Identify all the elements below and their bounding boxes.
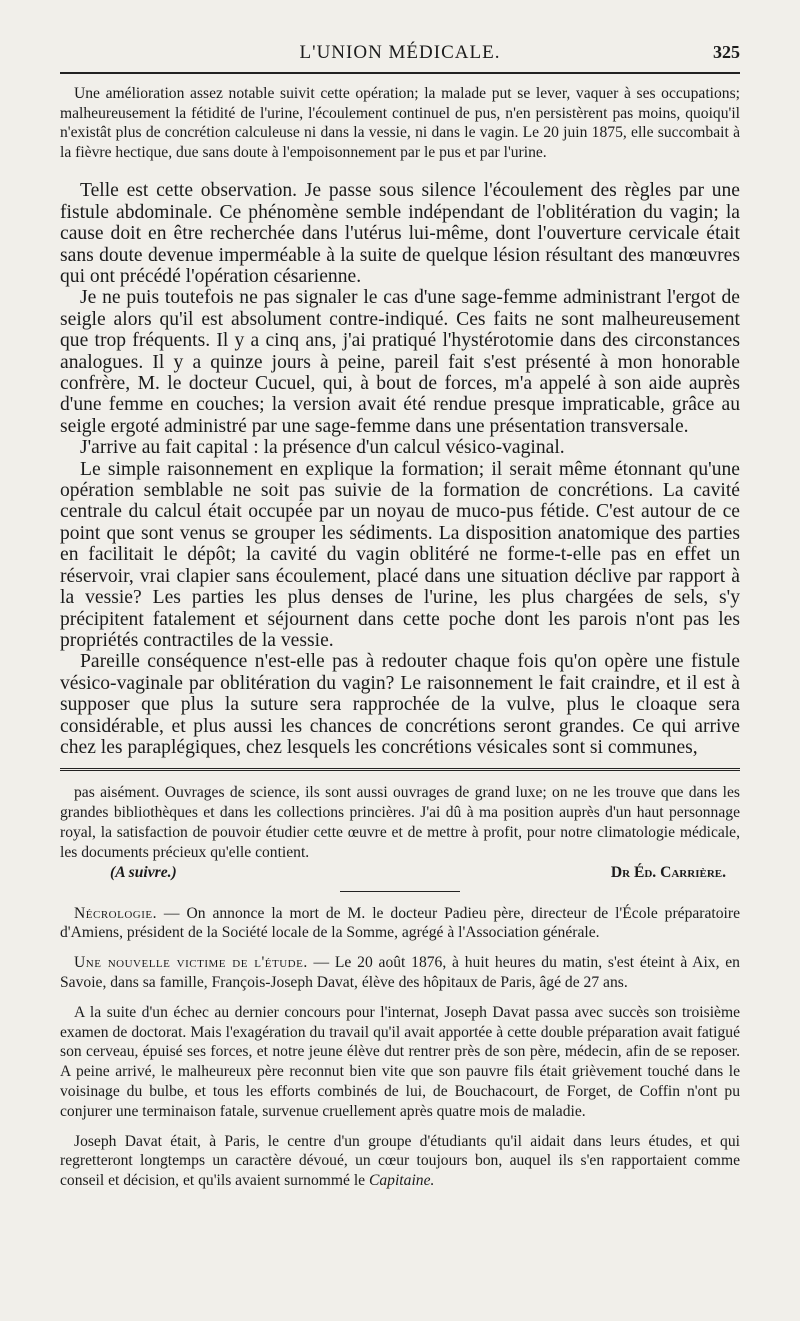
continued-label: (A suivre.)	[110, 863, 177, 881]
section-rule	[340, 891, 460, 892]
victime-label: Une nouvelle victime de l'étude.	[74, 954, 308, 972]
body-paragraph: Le simple raisonnement en explique la formation; il serait même étonnant qu'une opération semblable ne soit pas suivie de la formation de concrétions. La cavité centrale du calcul était occupée par un noyau de muco-pus fétide. C'est autour de ce point que sont venus se grouper les sédiments. La disposition anatomique des parties en facilitait le dépôt; la cavité du vagin oblitéré ne forme-t-elle pas en effet un réservoir, vrai clapier sans écoulement, placé dans une situation déclive par rapport à la vessie? Les parties les plus denses de l'urine, les plus chargées de sels, s'y précipitent fatalement et séjournent dans cette poche dont les parois n'ont pas les propriétés contractiles de la vessie.	[60, 458, 740, 651]
victime-text: — Le 20 août 1876, à huit heures du matin, s'est éteint à Aix, en Savoie, dans sa famille, François-Joseph Davat, élève des hôpitaux de Paris, âgé de 27 ans.	[60, 954, 740, 991]
victime-paragraph: A la suite d'un échec au dernier concours pour l'internat, Joseph Davat passa avec succès son troisième examen de doctorat. Mais l'exagération du travail qu'il avait apportée à cette double préparation avait fatigué son cerveau, épuisé ses forces, et notre jeune élève dut rentrer près de son père, médecin, afin de se reposer. A peine arrivé, le malheureux père reconnut bien vite que son pauvre fils était grièvement touché dans le voisinage du bulbe, et tous les efforts combinés de lui, de Bouchacourt, de Forget, de Coffin n'ont pu conjurer une terminaison fatale, survenue cruellement après quatre mois de maladie.	[60, 1003, 740, 1120]
body-paragraph: Je ne puis toutefois ne pas signaler le cas d'une sage-femme administrant l'ergot de seigle alors qu'il est absolument contre-indiqué. Ces faits ne sont malheureusement que trop fréquents. Il y a cinq ans, j'ai pratiqué l'hystérotomie dans des circonstances analogues. Il y a quinze jours à peine, pareil fait s'est présenté à mon honorable confrère, M. le docteur Cucuel, qui, à bout de forces, m'a appelé à son aide auprès d'une femme en couches; la version avait été rendue presque impraticable, grâce au seigle ergoté administré par une sage-femme dans une présentation transversale.	[60, 287, 740, 437]
feuilleton-signature	[60, 863, 740, 883]
necrologie-label: Nécrologie.	[74, 904, 157, 922]
body-paragraph: Pareille conséquence n'est-elle pas à redouter chaque fois qu'on opère une fistule vésico-vaginale par oblitération du vagin? Le raisonnement le fait craindre, et il est à supposer que plus la suture sera rapprochée de la vulve, plus le cloaque sera considérable, et plus aussi les chances de concrétions seront grandes. Ce qui arrive chez les paraplégiques, chez lesquels les concrétions vésicales sont si communes,	[60, 651, 740, 758]
capitaine-word: Capitaine.	[368, 1172, 435, 1190]
necrologie-text: — On annonce la mort de M. le docteur Padieu père, directeur de l'École préparatoire d'Amiens, président de la Société locale de la Somme, agrégé à l'Association générale.	[60, 904, 740, 942]
page-number: 325	[713, 42, 740, 62]
top-paragraph: Une amélioration assez notable suivit cette opération; la malade put se lever, vaquer à ses occupations; malheureusement la fétidité de l'urine, l'écoulement continuel de pus, n'en persistèrent pas moins, quoiqu'il n'existât plus de concrétion calculeuse ni dans la vessie, ni dans le vagin. Le 20 juin 1875, elle succombait à la fièvre hectique, due sans doute à l'empoisonnement par le pus et par l'urine.	[60, 85, 740, 161]
victime-paragraph-final	[60, 1132, 740, 1191]
body-paragraph: Telle est cette observation. Je passe sous silence l'écoulement des règles par une fistule abdominale. Ce phénomène semble indépendant de l'oblitération du vagin; la cause doit en être recherchée dans l'utérus lui-même, dont l'ouverture cervicale était sans doute devenue imperméable à la suite de quelque lésion résultant des manœuvres qui ont précédé l'opération césarienne.	[60, 180, 740, 287]
victime-notice	[60, 953, 740, 993]
body-paragraph: J'arrive au fait capital : la présence d'un calcul vésico-vaginal.	[80, 437, 565, 459]
page-header	[60, 42, 740, 68]
header-rule	[60, 72, 740, 74]
author-name: Dr Éd. Carrière.	[610, 863, 726, 881]
feuilleton-separator	[60, 768, 740, 771]
necrologie-notice	[60, 904, 740, 944]
page	[60, 42, 740, 1201]
running-title: L'UNION MÉDICALE.	[299, 42, 501, 63]
victime-final-text: Joseph Davat était, à Paris, le centre d'un groupe d'étudiants qu'il aidait dans leurs études, et qui regretteront longtemps un caractère dévoué, un cœur toujours bon, auquel ils s'en rapportaient comme conseil et décision, et qu'ils avaient surnommé le	[60, 1132, 740, 1190]
feuilleton-text: pas aisément. Ouvrages de science, ils sont aussi ouvrages de grand luxe; on ne les trouve que dans les grandes bibliothèques et dans les collections princières. J'ai dû à ma position auprès d'un haut personnage royal, la satisfaction de pouvoir étudier cette œuvre et de mettre à profit, pour notre climatologie médicale, les documents précieux qu'elle contient.	[60, 784, 740, 861]
